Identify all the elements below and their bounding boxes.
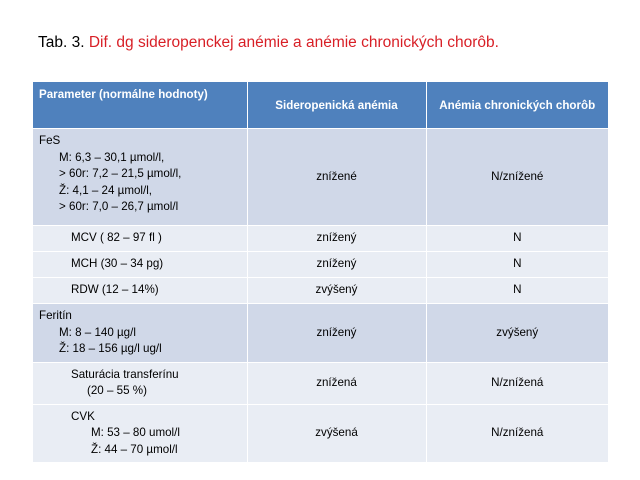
param-range: Ž: 4,1 – 24 µmol/l, <box>59 183 153 197</box>
title-accent: Dif. dg sideropenckej anémie a anémie chronických chorôb. <box>88 34 499 51</box>
sideropenic-value: znížený <box>247 304 426 363</box>
slide-title <box>38 34 499 52</box>
table-row <box>33 129 608 226</box>
table-row <box>33 278 608 304</box>
table-row <box>33 252 608 278</box>
sideropenic-value: znížený <box>247 226 426 252</box>
param-name: FeS <box>39 134 61 147</box>
title-prefix: Tab. 3. <box>38 34 89 51</box>
table-row <box>33 362 608 404</box>
sideropenic-value: znížené <box>247 129 426 226</box>
chronic-value: N <box>426 278 608 304</box>
param-cell <box>33 404 247 462</box>
chronic-value: N <box>426 226 608 252</box>
param-cell <box>33 362 247 404</box>
sideropenic-value: zvýšený <box>247 278 426 304</box>
param-range: > 60r: 7,2 – 21,5 µmol/l, <box>59 167 182 180</box>
chronic-value: zvýšený <box>426 304 608 363</box>
param-cell: MCV ( 82 – 97 fl ) <box>33 226 247 252</box>
param-name: Feritín <box>39 309 72 322</box>
header-parameter: Parameter (normálne hodnoty) <box>33 82 247 129</box>
chronic-value: N <box>426 252 608 278</box>
table-header-row <box>33 82 608 129</box>
param-range: M: 8 – 140 µg/l <box>59 325 136 339</box>
param-cell: RDW (12 – 14%) <box>33 278 247 304</box>
header-sideropenic: Sideropenická anémia <box>247 82 426 129</box>
table-row <box>33 404 608 462</box>
param-range: Ž: 18 – 156 µg/l ug/l <box>59 342 162 355</box>
chronic-value: N/znížená <box>426 362 608 404</box>
param-range: Ž: 44 – 70 µmol/l <box>91 442 178 456</box>
param-cell: MCH (30 – 34 pg) <box>33 252 247 278</box>
chronic-value: N/znížené <box>426 129 608 226</box>
param-cell <box>33 129 247 226</box>
comparison-table <box>33 82 608 462</box>
param-range: > 60r: 7,0 – 26,7 µmol/l <box>59 200 179 213</box>
param-cell <box>33 304 247 363</box>
table-row <box>33 304 608 363</box>
sideropenic-value: znížený <box>247 252 426 278</box>
sideropenic-value: zvýšená <box>247 404 426 462</box>
chronic-value: N/znížená <box>426 404 608 462</box>
param-name: CVK <box>71 409 95 423</box>
header-chronic: Anémia chronických chorôb <box>426 82 608 129</box>
param-name: Saturácia transferínu <box>71 367 179 381</box>
param-range: (20 – 55 %) <box>87 384 147 397</box>
param-range: M: 6,3 – 30,1 µmol/l, <box>59 150 165 164</box>
sideropenic-value: znížená <box>247 362 426 404</box>
param-range: M: 53 – 80 umol/l <box>91 426 180 439</box>
table-row <box>33 226 608 252</box>
